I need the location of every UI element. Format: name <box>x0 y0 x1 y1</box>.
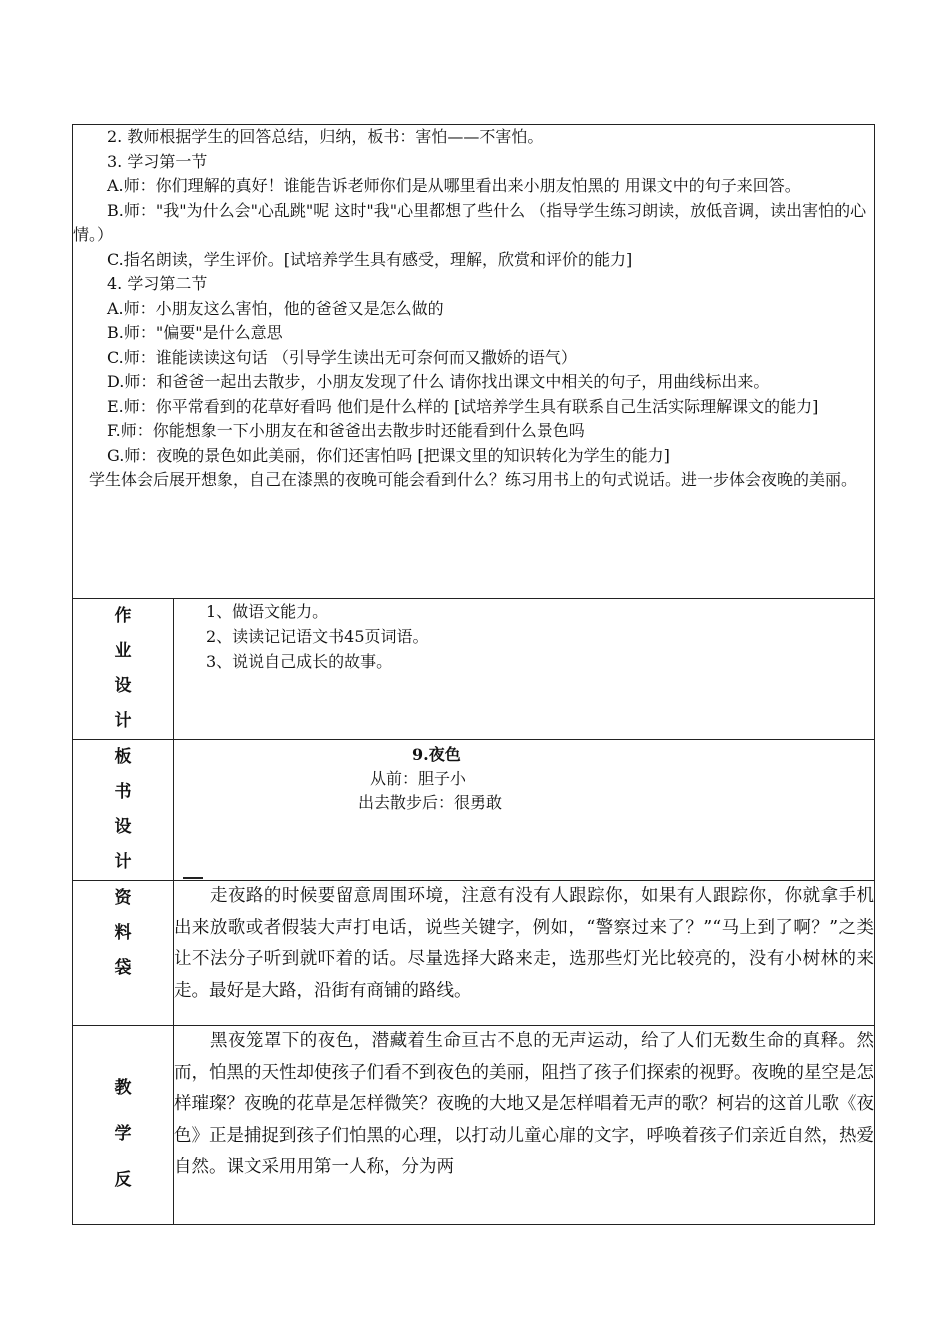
step-a: A.师：小朋友这么害怕，他的爸爸又是怎么做的 <box>107 298 444 318</box>
imagination-practice: 学生体会后展开想象，自己在漆黑的夜晚可能会看到什么？练习用书上的句式说话。进一步体会夜晚的美丽。 <box>89 470 858 489</box>
step-c: C.师：谁能读读这句话 （引导学生读出无可奈何而又撒娇的语气） <box>107 347 577 367</box>
lesson-plan-page <box>72 124 874 1225</box>
board-design-content <box>174 740 875 881</box>
board-title: 9.夜色 <box>412 745 461 764</box>
step-c: C.指名朗读，学生评价。[试培养学生具有感受，理解，欣赏和评价的能力] <box>107 249 633 269</box>
board-design-row <box>73 740 875 881</box>
reflection-row <box>73 1026 875 1225</box>
summary-line: 2. 教师根据学生的回答总结，归纳，板书：害怕——不害怕。 <box>107 127 544 146</box>
resource-text: 走夜路的时候要留意周围环境，注意有没有人跟踪你，如果有人跟踪你，你就拿手机出来放歌或者假装大声打电话，说些关键字，例如，“警察过来了？”“马上到了啊？”之类让不法分子听到就吓着的话。尽量选择大路来走，选那些灯光比较亮的，没有小树林的来走。最好是大路，沿街有商铺的路线。 <box>174 886 874 1001</box>
lesson-plan-table <box>72 124 875 1225</box>
reflection-content <box>174 1026 875 1225</box>
step-g: G.师：夜晚的景色如此美丽，你们还害怕吗 [把课文里的知识转化为学生的能力] <box>107 445 670 465</box>
border-tick <box>183 877 203 879</box>
homework-item: 3、说说自己成长的故事。 <box>206 652 393 671</box>
board-line-after: 出去散步后：很勇敢 <box>358 793 503 812</box>
board-line-before: 从前：胆子小 <box>370 769 467 788</box>
reflection-label: 教 学 反 <box>73 1026 174 1225</box>
section-heading: 3. 学习第一节 <box>107 151 208 171</box>
homework-label: 作 业 设 计 <box>73 599 174 740</box>
homework-content <box>174 599 875 740</box>
board-design-label: 板 书 设 计 <box>73 740 174 881</box>
step-b: B.师："偏要"是什么意思 <box>107 323 283 342</box>
resource-content <box>174 881 875 1026</box>
resource-label: 资 料 袋 <box>73 881 174 1026</box>
step-f: F.师：你能想象一下小朋友在和爸爸出去散步时还能看到什么景色吗 <box>107 421 585 440</box>
section-heading: 4. 学习第二节 <box>107 274 208 293</box>
step-a: A.师：你们理解的真好！谁能告诉老师你们是从哪里看出来小朋友怕黑的 用课文中的句子来回答。 <box>107 176 801 195</box>
teaching-process-row <box>73 125 875 599</box>
reflection-text: 黑夜笼罩下的夜色，潜藏着生命亘古不息的无声运动，给了人们无数生命的真释。然而，怕黑的天性却使孩子们看不到夜色的美丽，阻挡了孩子们探索的视野。夜晚的星空是怎样璀璨？夜晚的花草是怎样微笑？夜晚的大地又是怎样唱着无声的歌？柯岩的这首儿歌《夜色》正是捕捉到孩子们怕黑的心理，以打动儿童心扉的文字，呼唤着孩子们亲近自然，热爱自然。课文采用用第一人称，分为两 <box>174 1031 874 1177</box>
homework-row <box>73 599 875 740</box>
homework-item: 2、读读记记语文书45页词语。 <box>206 627 429 646</box>
step-b: B.师："我"为什么会"心乱跳"呢 这时"我"心里都想了些什么 （指导学生练习朗读，放低音调，读出害怕的心情。） <box>73 200 867 244</box>
step-e: E.师：你平常看到的花草好看吗 他们是什么样的 [试培养学生具有联系自己生活实际理解课文的能力] <box>107 396 819 416</box>
step-d: D.师：和爸爸一起出去散步，小朋友发现了什么 请你找出课文中相关的句子，用曲线标出来。 <box>107 372 770 391</box>
homework-item: 1、做语文能力。 <box>206 602 329 621</box>
resource-row <box>73 881 875 1026</box>
